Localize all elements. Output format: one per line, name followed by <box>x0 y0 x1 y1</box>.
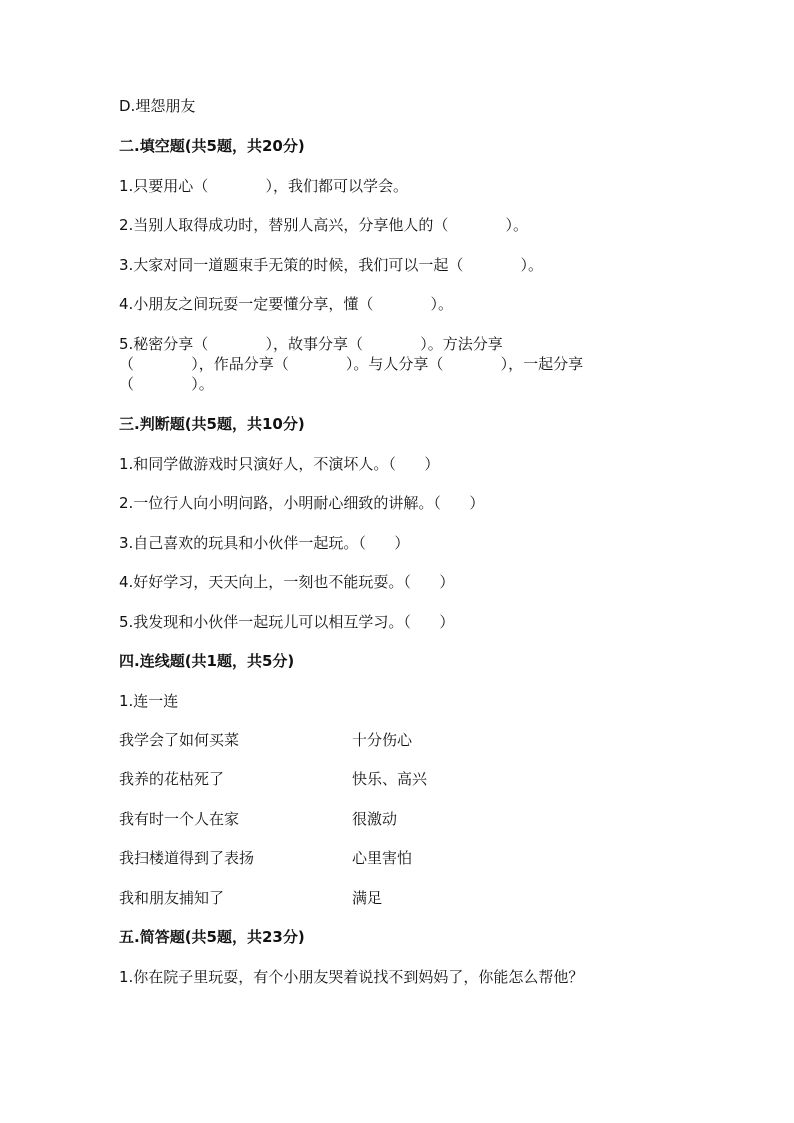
fill-question-3: 3.大家对同一道题束手无策的时候，我们可以一起（ ）。 <box>119 256 544 274</box>
judge-question-2: 2.一位行人向小明问路，小明耐心细致的讲解。（ ） <box>119 494 485 512</box>
match-right-item: 满足 <box>352 889 383 907</box>
match-left-item: 我学会了如何买菜 <box>119 731 240 749</box>
fill-question-5: 5.秘密分享（ ），故事分享（ ）。方法分享 <box>119 335 503 353</box>
fill-question-5-cont: （ ）。 <box>119 375 214 393</box>
match-left-item: 我有时一个人在家 <box>119 810 240 828</box>
judge-question-3: 3.自己喜欢的玩具和小伙伴一起玩。（ ） <box>119 534 410 552</box>
match-left-item: 我扫楼道得到了表扬 <box>119 849 255 867</box>
option-d: D.埋怨朋友 <box>119 97 196 115</box>
match-left-item: 我养的花枯死了 <box>119 770 225 788</box>
match-right-item: 心里害怕 <box>352 849 413 867</box>
match-right-item: 十分伤心 <box>352 731 413 749</box>
section-3-heading: 三.判断题(共5题，共10分) <box>119 415 305 433</box>
fill-question-5-cont: （ ），作品分享（ ）。与人分享（ ），一起分享 <box>119 355 584 373</box>
section-2-heading: 二.填空题(共5题，共20分) <box>119 137 305 155</box>
section-4-heading: 四.连线题(共1题，共5分) <box>119 652 295 670</box>
section-5-heading: 五.简答题(共5题，共23分) <box>119 928 305 946</box>
fill-question-4: 4.小朋友之间玩耍一定要懂分享，懂（ ）。 <box>119 295 454 313</box>
short-answer-question-1: 1.你在院子里玩耍，有个小朋友哭着说找不到妈妈了，你能怎么帮他？ <box>119 968 584 986</box>
fill-question-1: 1.只要用心（ ），我们都可以学会。 <box>119 177 409 195</box>
match-right-item: 很激动 <box>352 810 398 828</box>
judge-question-4: 4.好好学习，天天向上，一刻也不能玩耍。（ ） <box>119 573 455 591</box>
match-left-item: 我和朋友捕知了 <box>119 889 225 907</box>
matching-question: 1.连一连 <box>119 692 179 710</box>
judge-question-1: 1.和同学做游戏时只演好人，不演坏人。（ ） <box>119 455 440 473</box>
judge-question-5: 5.我发现和小伙伴一起玩儿可以相互学习。（ ） <box>119 613 455 631</box>
fill-question-2: 2.当别人取得成功时，替别人高兴，分享他人的（ ）。 <box>119 216 529 234</box>
match-right-item: 快乐、高兴 <box>352 770 428 788</box>
